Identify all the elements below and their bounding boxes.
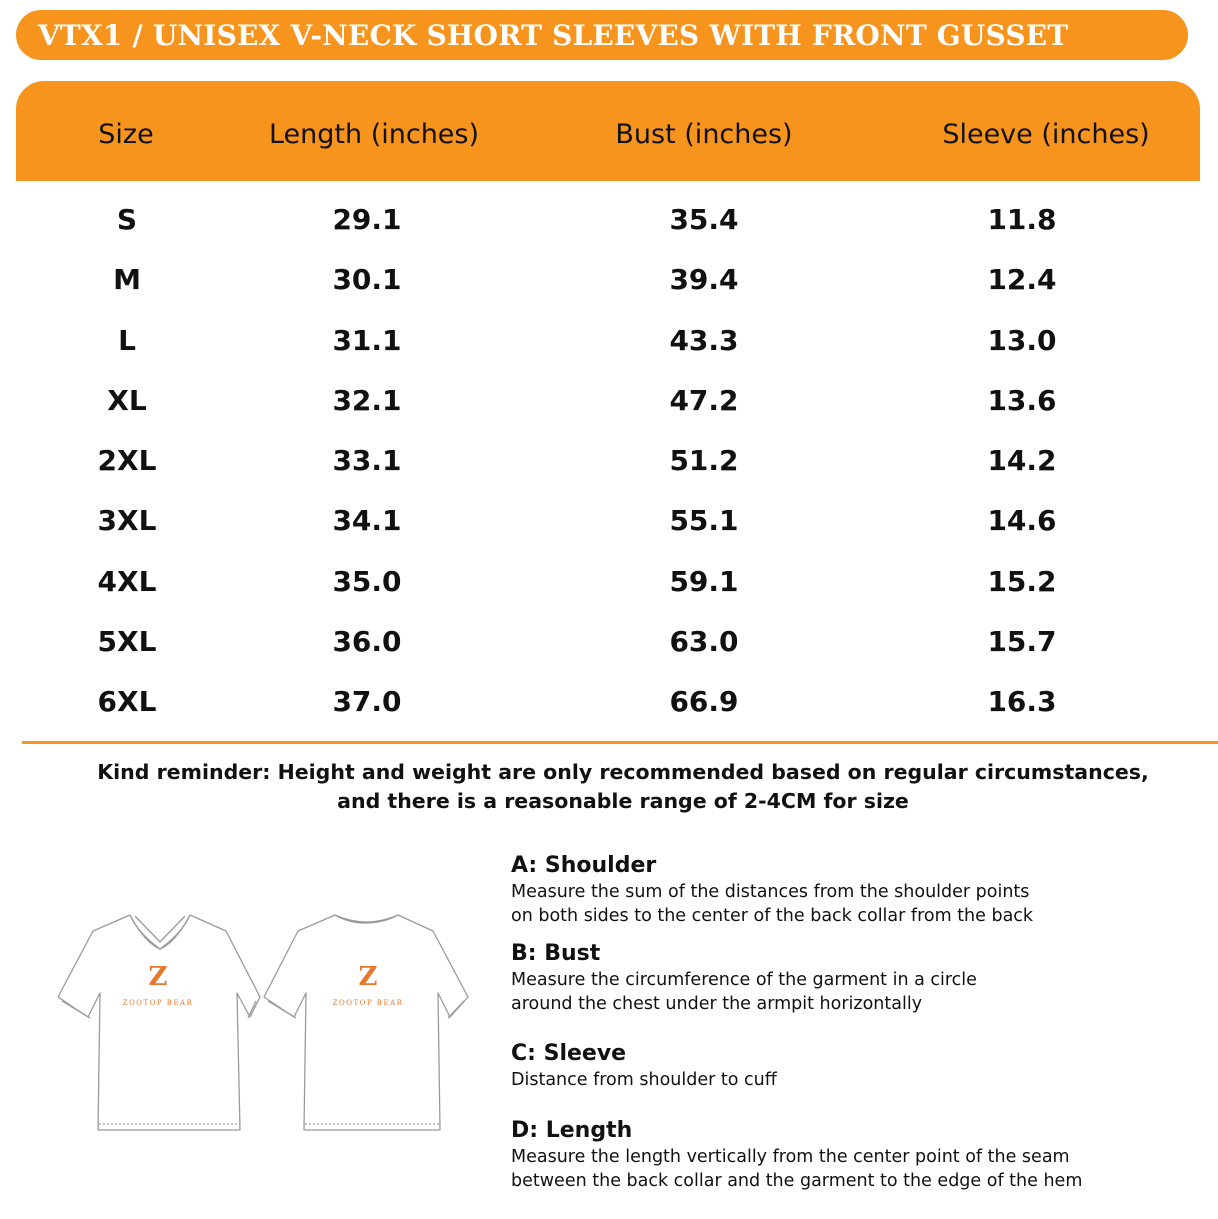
header-sleeve: Sleeve (inches) [942, 119, 1150, 150]
cell-length: 33.1 [332, 444, 402, 478]
cell-size: 4XL [97, 564, 157, 598]
cell-bust: 47.2 [669, 383, 739, 417]
tshirt-back-icon [264, 915, 468, 1130]
cell-bust: 66.9 [669, 685, 739, 719]
cell-sleeve: 13.6 [987, 383, 1057, 417]
tshirt-illustrations [50, 905, 475, 1145]
measurement-desc: around the chest under the armpit horizontally [511, 994, 923, 1014]
table-row [0, 491, 1218, 551]
cell-bust: 35.4 [669, 203, 739, 236]
cell-size: 3XL [97, 504, 157, 538]
cell-length: 34.1 [332, 504, 402, 538]
measurement-desc: Measure the sum of the distances from the shoulder points [511, 882, 1030, 902]
cell-sleeve: 14.2 [987, 444, 1057, 478]
cell-size: L [118, 323, 136, 357]
cell-sleeve: 15.7 [987, 625, 1057, 659]
page-title: VTX1 / UNISEX V-NECK SHORT SLEEVES WITH FRONT GUSSET [38, 18, 1069, 52]
reminder-line-2: and there is a reasonable range of 2-4CM for size [337, 789, 909, 813]
cell-size: 2XL [97, 444, 157, 478]
reminder-line-1: Kind reminder: Height and weight are only recommended based on regular circumstances, [97, 760, 1149, 784]
measurement-bust [511, 940, 977, 1016]
divider [22, 741, 1218, 744]
table-row [0, 552, 1218, 612]
cell-sleeve: 12.4 [987, 263, 1057, 297]
cell-sleeve: 14.6 [987, 504, 1057, 538]
cell-sleeve: 15.2 [987, 564, 1057, 598]
cell-length: 35.0 [332, 564, 402, 598]
measurement-desc: between the back collar and the garment to the edge of the hem [511, 1171, 1083, 1191]
title-banner [16, 10, 1188, 60]
back-logo-icon: Z [358, 962, 378, 992]
cell-bust: 59.1 [669, 564, 739, 598]
measurement-desc: Measure the circumference of the garment in a circle [511, 970, 977, 990]
header-size: Size [98, 119, 154, 150]
cell-length: 32.1 [332, 383, 402, 417]
tshirt-front-icon [58, 915, 260, 1130]
cell-length: 30.1 [332, 263, 402, 297]
table-row [0, 431, 1218, 491]
table-row [0, 371, 1218, 431]
header-bust: Bust (inches) [615, 119, 793, 150]
measurement-sleeve [511, 1040, 777, 1092]
table-row [0, 190, 1218, 250]
cell-sleeve: 13.0 [987, 323, 1057, 357]
cell-bust: 63.0 [669, 625, 739, 659]
measurement-desc: Measure the length vertically from the center point of the seam [511, 1147, 1070, 1167]
measurement-desc: on both sides to the center of the back collar from the back [511, 906, 1034, 926]
measurement-length [511, 1117, 1082, 1193]
header-length: Length (inches) [268, 119, 480, 150]
cell-size: XL [107, 383, 147, 417]
measurement-title: A: Shoulder [511, 853, 657, 878]
cell-size: 5XL [97, 625, 157, 659]
cell-bust: 55.1 [669, 504, 739, 538]
measurement-title: D: Length [511, 1118, 633, 1143]
measurement-title: B: Bust [511, 941, 601, 966]
cell-bust: 39.4 [669, 263, 739, 297]
kind-reminder [0, 758, 1218, 816]
back-logo-text: ZOOTOP BEAR [332, 999, 404, 1007]
size-table-header [16, 81, 1200, 181]
cell-bust: 51.2 [669, 444, 739, 478]
cell-size: M [113, 263, 141, 297]
measurement-desc: Distance from shoulder to cuff [511, 1070, 777, 1090]
front-logo-text: ZOOTOP BEAR [122, 999, 194, 1007]
front-logo-icon: Z [148, 962, 168, 992]
cell-length: 31.1 [332, 323, 402, 357]
measurement-title: C: Sleeve [511, 1041, 627, 1066]
table-row [0, 672, 1218, 732]
cell-length: 36.0 [332, 625, 402, 659]
cell-size: S [116, 203, 138, 236]
table-row [0, 311, 1218, 371]
cell-length: 29.1 [332, 203, 402, 236]
cell-sleeve: 11.8 [987, 203, 1057, 236]
measurement-shoulder [511, 852, 1033, 928]
cell-sleeve: 16.3 [987, 685, 1057, 719]
cell-bust: 43.3 [669, 323, 739, 357]
size-table-body [0, 190, 1218, 733]
cell-size: 6XL [97, 685, 157, 719]
table-row [0, 612, 1218, 672]
table-row [0, 250, 1218, 310]
cell-length: 37.0 [332, 685, 402, 719]
